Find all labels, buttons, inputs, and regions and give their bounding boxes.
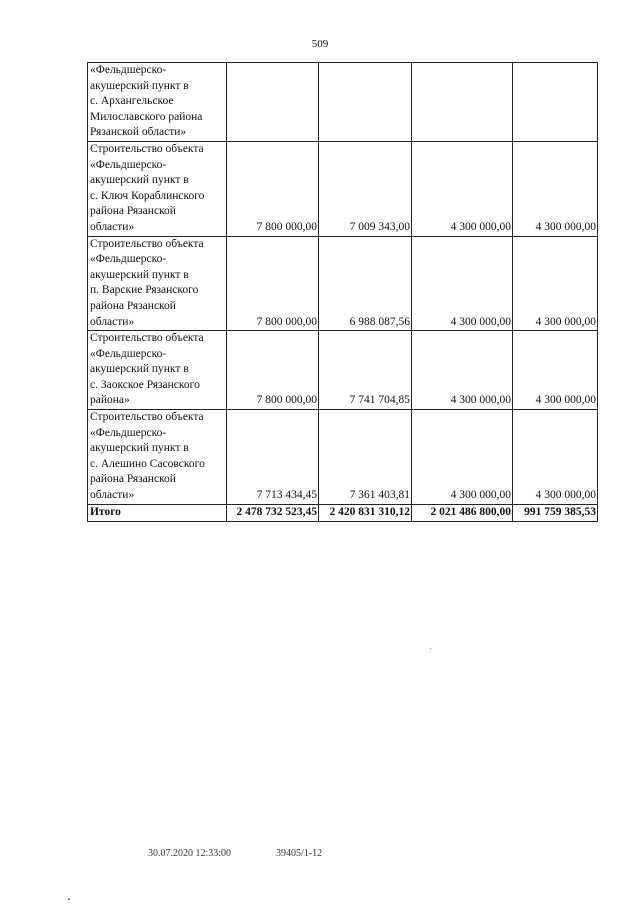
total-value-cell: 2 420 831 310,12 (319, 504, 412, 521)
page-number: 509 (311, 38, 329, 50)
object-name-cell: «Фельдшерско- акушерский пункт в с. Архангельское Милославского района Рязанской области» (88, 63, 227, 142)
value-cell: 4 300 000,00 (412, 141, 513, 236)
footer-timestamp: 30.07.2020 12:33:00 (148, 848, 232, 859)
value-cell: 4 300 000,00 (412, 236, 513, 331)
value-cell: 7 361 403,81 (319, 410, 412, 505)
value-cell: 7 713 434,45 (227, 410, 319, 505)
value-cell (513, 63, 598, 142)
value-cell (319, 63, 412, 142)
value-cell: 4 300 000,00 (513, 331, 598, 410)
total-label: Итого (88, 504, 227, 521)
value-cell (412, 63, 513, 142)
value-cell: 4 300 000,00 (513, 410, 598, 505)
object-name-cell: Строительство объекта «Фельдшерско- акушерский пункт в с. Ключ Кораблинского района Рязанской области» (88, 141, 227, 236)
total-value-cell: 2 478 732 523,45 (227, 504, 319, 521)
value-cell: 4 300 000,00 (412, 410, 513, 505)
scan-speck (68, 898, 70, 900)
value-cell: 7 009 343,00 (319, 141, 412, 236)
value-cell: 4 300 000,00 (513, 141, 598, 236)
value-cell: 4 300 000,00 (513, 236, 598, 331)
total-row (88, 504, 598, 521)
object-name-cell: Строительство объекта «Фельдшерско- акушерский пункт в с. Заокское Рязанского района» (88, 331, 227, 410)
budget-table (87, 62, 598, 522)
value-cell: 6 988 087,56 (319, 236, 412, 331)
object-name-cell: Строительство объекта «Фельдшерско- акушерский пункт в п. Варские Рязанского района Рязанской области» (88, 236, 227, 331)
object-name-cell: Строительство объекта «Фельдшерско- акушерский пункт в с. Алешино Сасовского района Рязанской области» (88, 410, 227, 505)
table-row (88, 410, 598, 505)
value-cell: 7 741 704,85 (319, 331, 412, 410)
table-row (88, 236, 598, 331)
total-value-cell: 991 759 385,53 (513, 504, 598, 521)
value-cell: 7 800 000,00 (227, 331, 319, 410)
value-cell (227, 63, 319, 142)
value-cell: 7 800 000,00 (227, 141, 319, 236)
scan-speck (430, 648, 431, 649)
table-row (88, 63, 598, 142)
footer-document-number: 39405/1-12 (276, 848, 323, 859)
value-cell: 4 300 000,00 (412, 331, 513, 410)
value-cell: 7 800 000,00 (227, 236, 319, 331)
total-value-cell: 2 021 486 800,00 (412, 504, 513, 521)
table-row (88, 331, 598, 410)
table-row (88, 141, 598, 236)
